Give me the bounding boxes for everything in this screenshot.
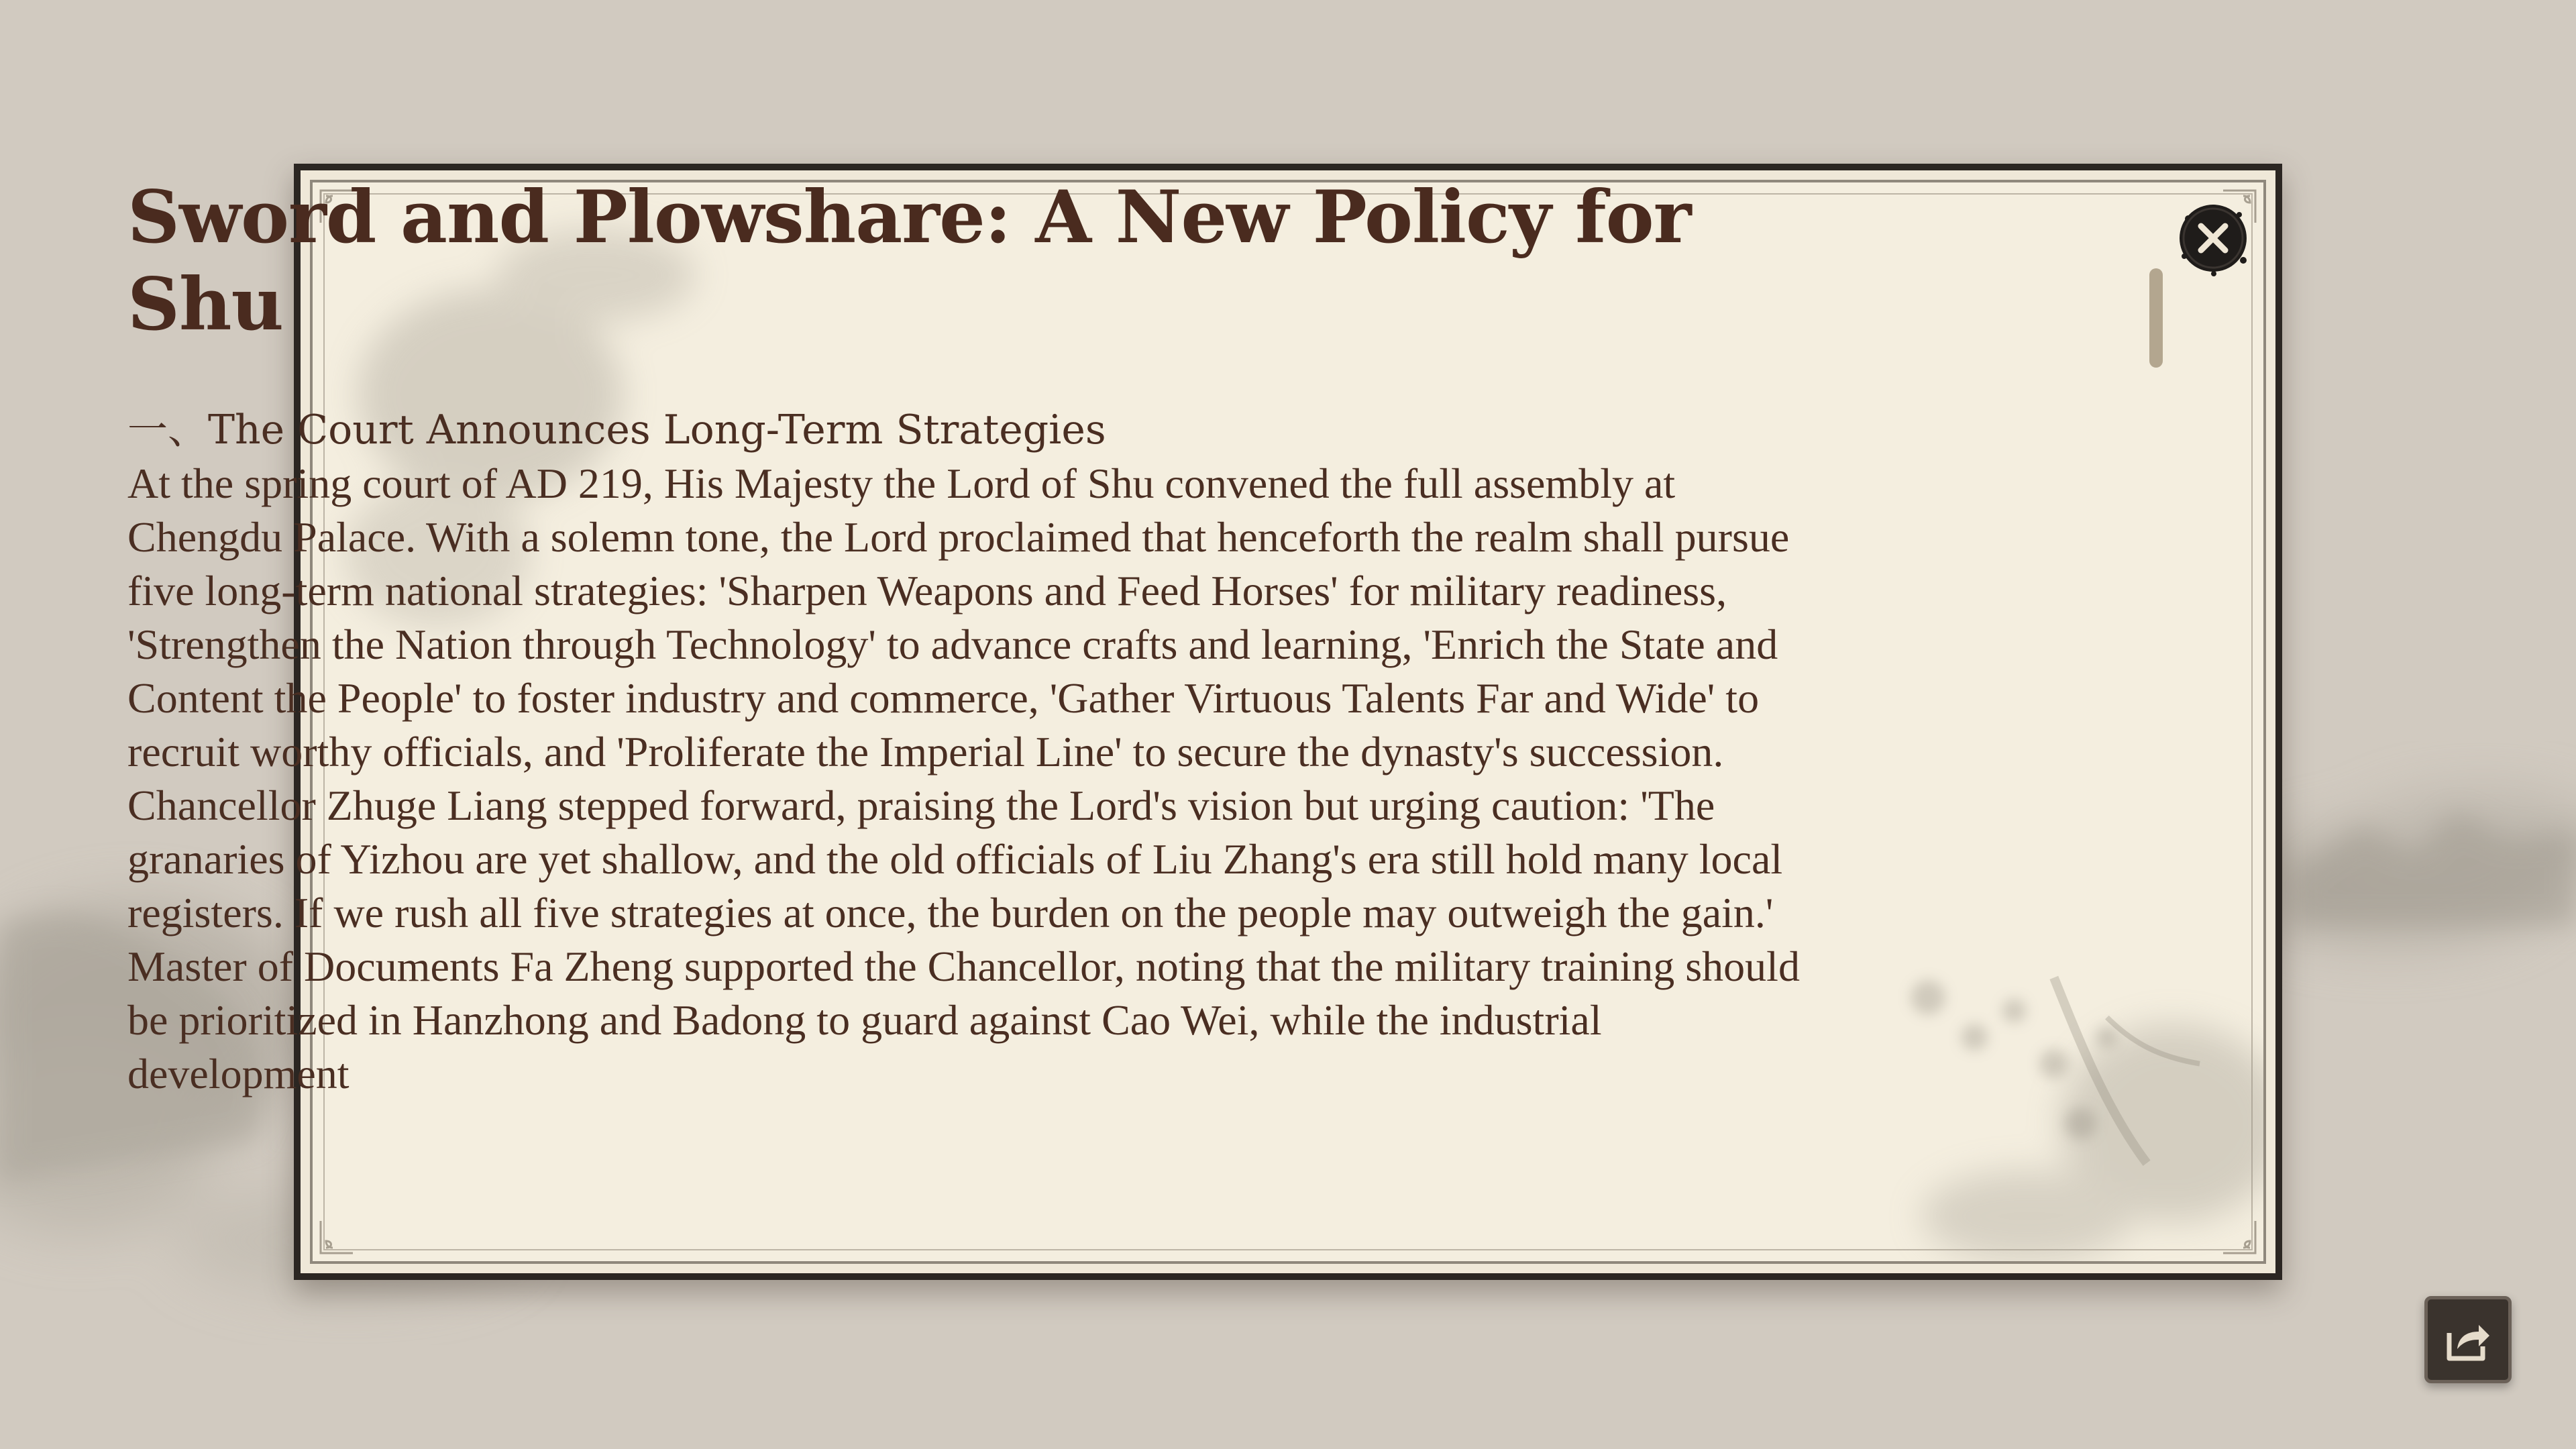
article-content[interactable] [127,174,1831,1194]
article-body: At the spring court of AD 219, His Majesty the Lord of Shu convened the full assembly at Chengdu Palace. With a solemn tone, the Lord proclaimed that henceforth the realm shall pursue five long-term national strategies: 'Sharpen Weapons and Feed Horses' for military readiness, 'Strengthen the Nation through Technology' to advance crafts and learning, 'Enrich the State and Content the People' to foster industry and commerce, 'Gather Virtuous Talents Far and Wide' to recruit worthy officials, and 'Proliferate the Imperial Line' to secure the dynasty's succession. Chancellor Zhuge Liang stepped forward, praising the Lord's vision but urging caution: 'The granaries of Yizhou are yet shallow, and the old officials of Liu Zhang's era still hold many local registers. If we rush all five strategies at once, the burden on the people may outweigh the gain.' Master of Documents Fa Zheng supported the Chancellor, noting that the military training should be prioritized in Hanzhong and Badong to guard against Cao Wei, while the industrial development [127,460,1800,1098]
corner-ornament-icon [2219,1217,2259,1257]
share-button[interactable] [2424,1296,2512,1383]
section-heading: 一、The Court Announces Long-Term Strategies [127,407,1106,454]
close-button[interactable] [2174,199,2253,278]
scrollbar-thumb[interactable] [2149,268,2163,368]
article-title: Sword and Plowshare: A New Policy for Shu [127,175,1691,347]
close-icon [2174,199,2253,278]
corner-ornament-icon [317,1217,357,1257]
share-icon [2441,1313,2495,1366]
